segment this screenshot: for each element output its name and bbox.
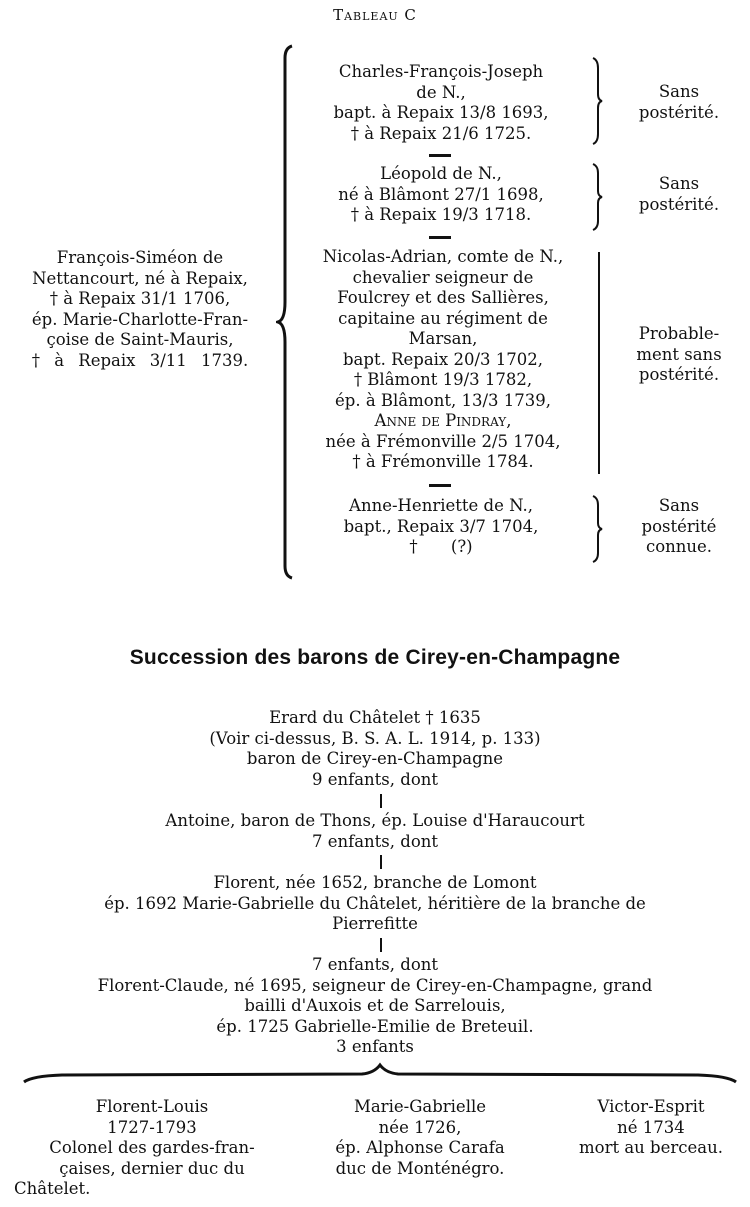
parent-line: çoise de Saint-Mauris, xyxy=(46,330,234,349)
separator-dash-1 xyxy=(429,154,451,157)
children-brace xyxy=(22,1062,738,1088)
generation-line: 9 enfants, dont xyxy=(311,769,439,789)
final-child-line: Châtelet. xyxy=(14,1179,91,1198)
tableau-title-text: Tableau C xyxy=(333,6,417,24)
final-child-2 xyxy=(300,1097,540,1179)
generation-line: bailli d'Auxois et de Sarrelouis, xyxy=(244,996,506,1015)
final-child-line: ép. Alphonse Carafa xyxy=(335,1138,505,1157)
final-child-line: Florent-Louis xyxy=(95,1097,209,1116)
child-line: capitaine au régiment de xyxy=(338,308,548,328)
child-line: † à Repaix 21/6 1725. xyxy=(350,123,532,143)
parent-line: † à Repaix 3/11 1739. xyxy=(31,350,249,370)
child-line: Léopold de N., xyxy=(380,164,502,183)
parent-line: Nettancourt, né à Repaix, xyxy=(32,268,248,288)
posterity-line: ment sans xyxy=(636,344,722,364)
descent-line-3 xyxy=(380,938,382,952)
generation-line: 7 enfants, dont xyxy=(311,955,439,974)
generation-line: ép. 1692 Marie-Gabrielle du Châtelet, héritière de la branche de xyxy=(104,893,646,913)
child-entry-4 xyxy=(296,496,586,558)
posterity-line: Probable- xyxy=(638,324,720,343)
generation-1 xyxy=(0,708,750,790)
generation-line: Florent, née 1652, branche de Lomont xyxy=(213,873,537,892)
generation-line: Antoine, baron de Thons, ép. Louise d'Haraucourt xyxy=(165,811,585,830)
tableau-title xyxy=(0,6,750,24)
final-child-line: née 1726, xyxy=(378,1117,462,1137)
final-child-line: Colonel des gardes-fran- xyxy=(49,1138,255,1157)
generation-line: baron de Cirey-en-Champagne xyxy=(246,749,504,768)
parent-block xyxy=(0,248,280,371)
generation-4 xyxy=(0,955,750,1058)
child-line: né à Blâmont 27/1 1698, xyxy=(338,184,544,204)
generation-line: (Voir ci-dessus, B. S. A. L. 1914, p. 133) xyxy=(209,728,541,748)
final-child-line: duc de Monténégro. xyxy=(335,1158,505,1178)
posterity-line: postérité. xyxy=(638,365,720,384)
final-child-1 xyxy=(14,1097,290,1200)
posterity-2 xyxy=(608,174,750,215)
posterity-line: Sans xyxy=(658,496,700,515)
final-child-line: mort au berceau. xyxy=(579,1138,723,1157)
final-child-line: né 1734 xyxy=(617,1117,685,1137)
generation-line: Erard du Châtelet † 1635 xyxy=(269,708,481,727)
separator-dash-3 xyxy=(429,484,451,487)
posterity-line: postérité. xyxy=(638,194,720,214)
child-line: † (?) xyxy=(409,537,473,556)
descent-line-1 xyxy=(380,794,382,808)
final-child-line: çaises, dernier duc du xyxy=(59,1158,245,1178)
posterity-line: postérité. xyxy=(638,102,720,122)
child-entry-3 xyxy=(292,247,594,473)
child-line: Marsan, xyxy=(408,329,478,348)
generation-3 xyxy=(0,873,750,935)
child-entry-2 xyxy=(296,164,586,226)
descent-line-2 xyxy=(380,855,382,869)
final-child-line: 1727-1793 xyxy=(107,1117,197,1137)
generation-line: Pierrefitte xyxy=(332,914,418,933)
separator-dash-2 xyxy=(429,236,451,239)
posterity-3 xyxy=(608,324,750,386)
final-child-line: Marie-Gabrielle xyxy=(353,1097,487,1116)
posterity-line: Sans xyxy=(658,174,700,193)
generation-line: 7 enfants, dont xyxy=(311,831,439,851)
child-line: née à Frémonville 2/5 1704, xyxy=(325,431,561,451)
posterity-brace-1 xyxy=(590,56,604,146)
child-line: ép. à Blâmont, 13/3 1739, xyxy=(335,390,551,410)
posterity-brace-2 xyxy=(590,162,604,232)
final-child-line: Victor-Esprit xyxy=(597,1097,705,1116)
child-line: bapt. à Repaix 13/8 1693, xyxy=(333,103,549,122)
parent-line: ép. Marie-Charlotte-Fran- xyxy=(31,309,249,329)
child-line: de N., xyxy=(416,82,466,102)
child-line: Nicolas-Adrian, comte de N., xyxy=(322,247,564,266)
child-line: Anne de Pindray, xyxy=(374,411,512,430)
final-child-3 xyxy=(556,1097,746,1159)
posterity-line: connue. xyxy=(645,537,713,556)
generation-line: Florent-Claude, né 1695, seigneur de Cirey-en-Champagne, grand xyxy=(97,975,653,995)
child-line: Charles-François-Joseph xyxy=(338,62,544,81)
child-line: chevalier seigneur de xyxy=(352,267,534,287)
posterity-line: postérité xyxy=(641,516,717,536)
child-line: † à Repaix 19/3 1718. xyxy=(350,205,532,224)
child-line: bapt. Repaix 20/3 1702, xyxy=(342,349,544,369)
child-line: † à Frémonville 1784. xyxy=(352,452,534,471)
child-entry-1 xyxy=(296,62,586,144)
child-line: Foulcrey et des Sallières, xyxy=(337,288,549,307)
generation-2 xyxy=(0,811,750,852)
parent-line: † à Repaix 31/1 1706, xyxy=(49,289,231,308)
generation-line: 3 enfants xyxy=(336,1037,414,1056)
child-line: † Blâmont 19/3 1782, xyxy=(353,370,533,389)
posterity-4 xyxy=(608,496,750,558)
child-line: bapt., Repaix 3/7 1704, xyxy=(343,516,539,536)
posterity-bar-3 xyxy=(598,252,600,474)
succession-title: Succession des barons de Cirey-en-Champagne xyxy=(129,646,621,669)
posterity-brace-4 xyxy=(590,494,604,564)
parent-line: François-Siméon de xyxy=(56,248,224,267)
generation-line: ép. 1725 Gabrielle-Emilie de Breteuil. xyxy=(216,1016,534,1036)
posterity-1 xyxy=(608,82,750,123)
posterity-line: Sans xyxy=(658,82,700,101)
child-line: Anne-Henriette de N., xyxy=(349,496,533,515)
